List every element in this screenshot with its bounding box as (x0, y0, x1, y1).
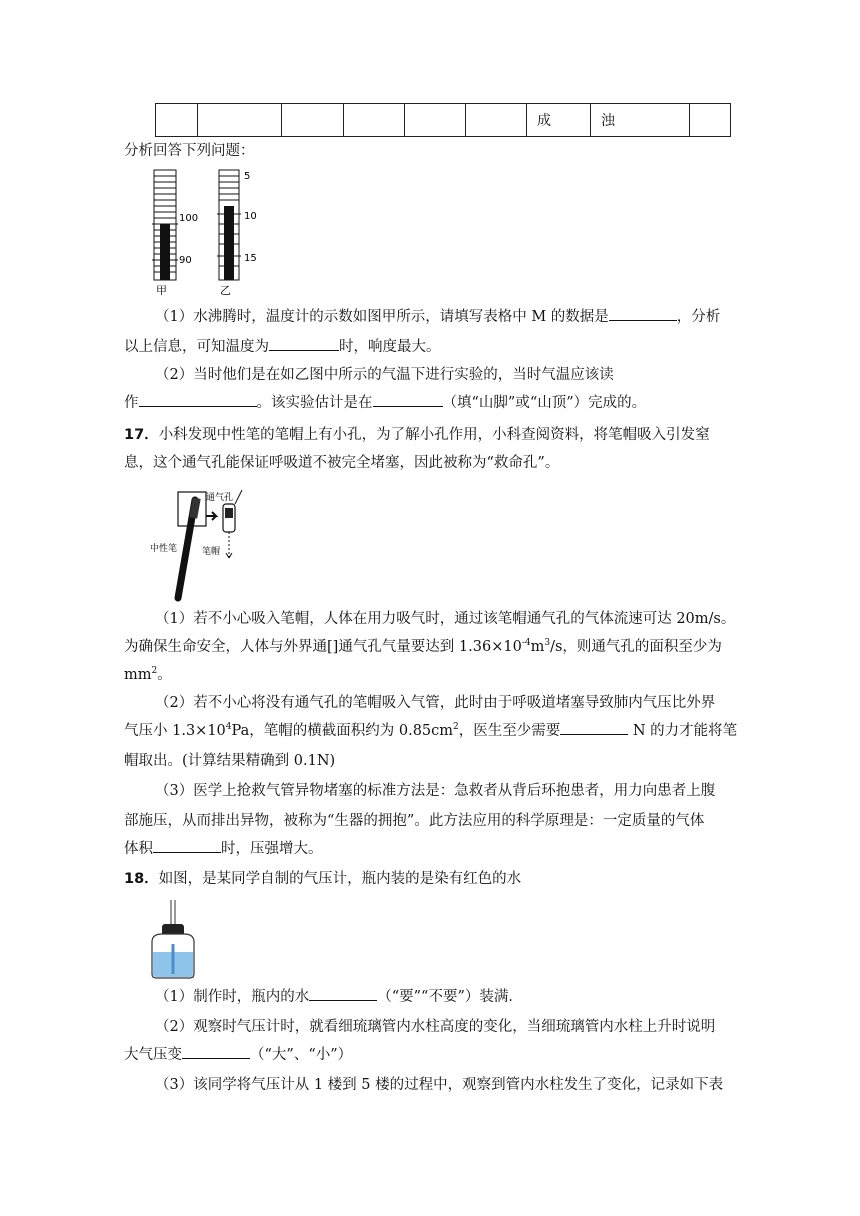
superscript: 2 (151, 666, 158, 677)
text: （1）水沸腾时，温度计的示数如图甲所示，请填写表格中 M 的数据是 (155, 309, 609, 325)
q18-part2-line2 (124, 1044, 764, 1066)
tick-label: 100 (179, 213, 199, 224)
answer-blank[interactable] (153, 838, 221, 853)
q17-part2-line3: 帽取出。(计算结果精确到 0.1N) (124, 753, 336, 769)
table-cell (198, 104, 282, 137)
table-row (156, 104, 731, 137)
table-cell (690, 104, 731, 137)
q16-part1-line2 (124, 336, 764, 358)
q17-part3-line1: （3）医学上抢救气管异物堵塞的标准方法是：急救者从背后环抱患者，用力向患者上腹 (155, 783, 716, 799)
q18-part3: （3）该同学将气压计从 1 楼到 5 楼的过程中，观察到管内水柱发生了变化，记录如下表 (155, 1077, 724, 1093)
q17-intro-line2: 息，这个通气孔能保证呼吸道不被完全堵塞，因此被称为“救命孔”。 (124, 455, 560, 471)
text: （填“山脚”或“山顶”）完成的。 (442, 395, 647, 411)
pen-cap-figure (150, 486, 260, 604)
q16-part2-line1: （2）当时他们是在如乙图中所示的气温下进行实验的，当时气温应该读 (155, 367, 614, 383)
figure-label: 甲 (156, 284, 167, 297)
text: 气压小 1.3×10 (124, 723, 226, 739)
superscript: 4 (225, 722, 232, 733)
q17-part3-line2: 部施压，从而排出异物，被称为“生器的拥抱”。此方法应用的科学原理是：一定质量的气体 (124, 813, 705, 829)
text: 小科发现中性笔的笔帽上有小孔，为了解小孔作用，小科查阅资料，将笔帽吸入引发窒 (158, 427, 710, 443)
q17-part2-line2 (124, 720, 764, 742)
barometer-bottle-figure (146, 900, 200, 980)
tick-label: 5 (244, 171, 251, 182)
q17-intro-line1 (124, 424, 764, 446)
figure-label: 乙 (220, 284, 231, 297)
table-cell (344, 104, 405, 137)
text: （1）制作时，瓶内的水 (155, 989, 310, 1005)
figure-label: 笔帽 (202, 547, 221, 557)
superscript: -4 (521, 638, 531, 649)
q17-part1-line3 (124, 664, 764, 686)
text: （“要”“不要”）装满． (377, 989, 523, 1005)
answer-blank[interactable] (373, 392, 443, 407)
answer-blank[interactable] (609, 306, 677, 321)
answer-blank[interactable] (560, 720, 628, 735)
table-cell (405, 104, 466, 137)
text: 大气压变 (124, 1047, 182, 1063)
tick-label: 90 (179, 255, 192, 266)
text: 时，压强增大。 (221, 841, 323, 857)
q18-intro (124, 868, 764, 890)
text: 。该实验估计是在 (256, 395, 373, 411)
text: 以上信息，可知温度为 (124, 339, 269, 355)
question-number: 18． (124, 871, 159, 887)
text: ，分析 (676, 309, 721, 325)
text: 时，响度最大。 (339, 339, 441, 355)
text: m (530, 639, 545, 655)
thermometer-jia (152, 170, 198, 297)
text: （“大”、“小”） (250, 1047, 353, 1063)
superscript: 3 (544, 638, 551, 649)
text: 。 (157, 667, 172, 683)
text: 如图，是某同学自制的气压计，瓶内装的是染有红色的水 (158, 871, 522, 887)
q16-part2-line2 (124, 392, 764, 414)
text: Pa，笔帽的横截面积约为 0.85cm (231, 723, 454, 739)
q17-part3-line3 (124, 838, 764, 860)
q18-part1 (155, 986, 795, 1008)
q18-part2-line1: （2）观察时气压计时，就看细琉璃管内水柱高度的变化，当细琉璃管内水柱上升时说明 (155, 1019, 716, 1035)
q16-part1-line1 (155, 306, 795, 328)
superscript: 2 (453, 722, 459, 733)
text: 为确保生命安全，人体与外界通[]通气孔气量要达到 1.36×10 (124, 639, 522, 655)
table-cell: 成 (527, 104, 591, 137)
figure-label: 通气孔 (206, 493, 234, 503)
thermometer-yi (217, 170, 257, 297)
q17-part1-line2 (124, 636, 764, 658)
q17-part2-line1: （2）若不小心将没有通气孔的笔帽吸入气管，此时由于呼吸道堵塞导致肺内气压比外界 (155, 695, 716, 711)
table-cell (282, 104, 344, 137)
figure-label: 中性笔 (150, 544, 178, 554)
question-number: 17． (124, 427, 159, 443)
text: mm (124, 667, 152, 683)
table-cell (466, 104, 527, 137)
table-cell: 浊 (591, 104, 690, 137)
data-table (155, 103, 731, 137)
answer-blank[interactable] (139, 392, 257, 407)
answer-blank[interactable] (269, 336, 339, 351)
q17-part1-line1: （1）若不小心吸入笔帽，人体在用力吸气时，通过该笔帽通气孔的气体流速可达 20m/s。 (155, 611, 736, 627)
text: N 的力才能将笔 (628, 723, 738, 739)
thermometer-figure (146, 166, 266, 298)
tick-label: 15 (244, 253, 257, 264)
table-cell (156, 104, 198, 137)
text: ，医生至少需要 (458, 723, 561, 739)
text: 作 (124, 395, 139, 411)
text: 体积 (124, 841, 153, 857)
answer-blank[interactable] (309, 986, 377, 1001)
answer-blank[interactable] (182, 1044, 250, 1059)
analyze-prompt: 分析回答下列问题： (124, 143, 255, 159)
tick-label: 10 (244, 211, 257, 222)
text: /s，则通气孔的面积至少为 (550, 639, 722, 655)
